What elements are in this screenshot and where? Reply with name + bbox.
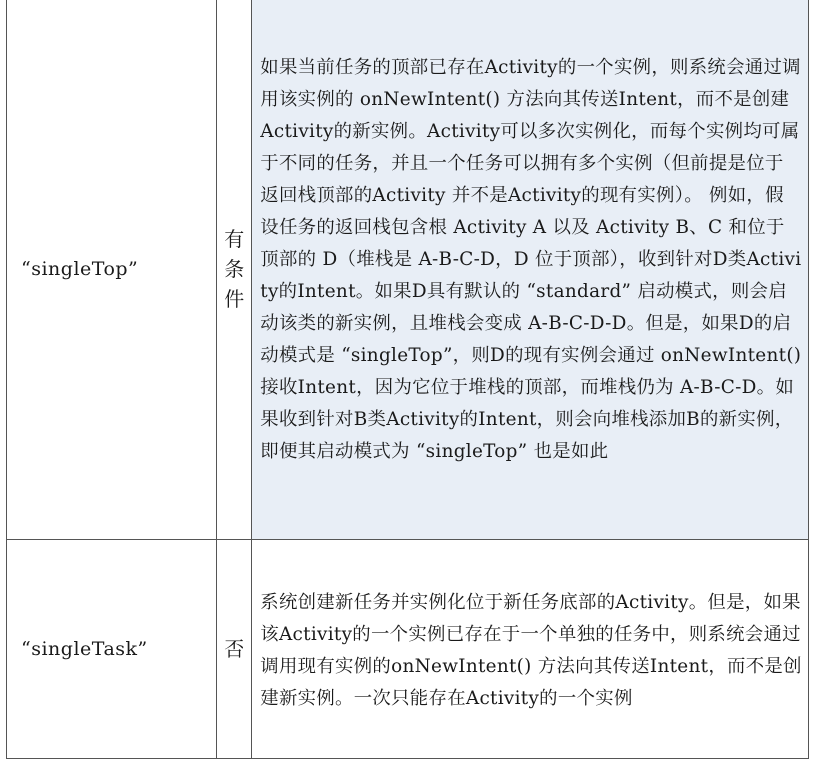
multiple-instances-cell — [217, 0, 252, 540]
launch-mode-description: 如果当前任务的顶部已存在Activity的一个实例，则系统会通过调用该实例的 onNewIntent() 方法向其传送Intent，而不是创建Activity的新实例。Activity可以多次实例化，而每个实例均可属于不同的任务，并且一个任务可以拥有多个实例（但前提是位于返回栈顶部的Activity 并不是Activity的现有实例）。 例如，假设任务的返回栈包含根 Activity A 以及 Activity B、C 和位于顶部的 D（堆栈是 A-B-C-D，D 位于顶部），收到针对D类Activity的Intent。如果D具有默认的 “standard” 启动模式，则会启动该类的新实例，且堆栈会变成 A-B-C-D-D。但是，如果D的启动模式是 “singleTop”，则D的现有实例会通过 onNewIntent() 接收Intent，因为它位于堆栈的顶部，而堆栈仍为 A-B-C-D。如果收到针对B类Activity的Intent，则会向堆栈添加B的新实例，即便其启动模式为 “singleTop” 也是如此 — [260, 57, 802, 462]
multiple-instances-cell — [217, 540, 252, 759]
launch-mode-name: “singleTop” — [21, 258, 139, 280]
description-cell — [252, 540, 809, 759]
mode-cell — [7, 0, 217, 540]
multiple-instances-value: 否 — [224, 637, 245, 661]
table-row-singletask — [7, 540, 809, 759]
launch-mode-description: 系统创建新任务并实例化位于新任务底部的Activity。但是，如果该Activity的一个实例已存在于一个单独的任务中，则系统会通过调用现有实例的onNewIntent() 方法向其传送Intent，而不是创建新实例。一次只能存在Activity的一个实例 — [260, 592, 802, 709]
description-cell — [252, 0, 809, 540]
launch-mode-table — [6, 0, 809, 759]
mode-cell — [7, 540, 217, 759]
launch-mode-name: “singleTask” — [21, 638, 148, 660]
multiple-instances-value: 有条件 — [224, 227, 245, 311]
table-row-singletop — [7, 0, 809, 540]
